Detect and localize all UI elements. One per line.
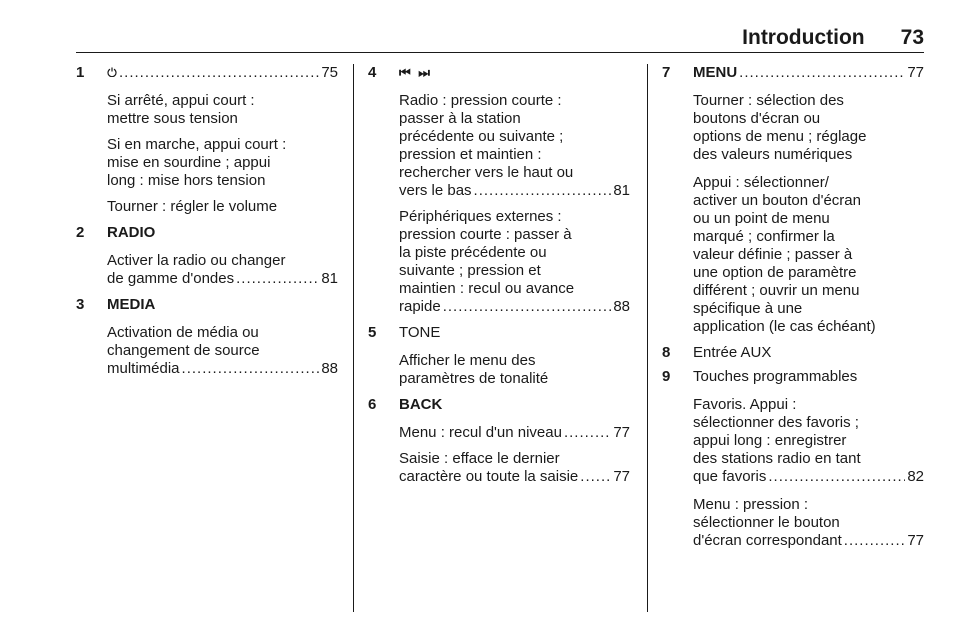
entry-label: TONE — [399, 324, 441, 341]
entry-3 — [76, 296, 338, 378]
paragraph: Activer la radio ou changer de gamme d'ondes ..... 81 — [107, 252, 338, 288]
entry-number: 3 — [76, 296, 85, 313]
prev-next-track-icon: ⏮ ⏭ — [399, 65, 433, 80]
column-3 — [662, 64, 924, 550]
entry-number: 4 — [368, 64, 377, 81]
power-icon — [107, 67, 117, 77]
page-ref: 77 — [613, 424, 630, 441]
paragraph: Appui : sélectionner/ activer un bouton d'écran ou un point de menu marqué ; confirmer la valeur définie ; passer à une option de paramètre différent ; ouvrir un menu spécifique à une application (le cas échéant) — [693, 174, 876, 335]
page-ref: 77 — [613, 468, 630, 485]
page-title: Introduction — [742, 26, 865, 49]
entry-label: MENU — [693, 64, 738, 81]
entry-number: 9 — [662, 368, 671, 385]
paragraph: Afficher le menu des paramètres de tonalité — [399, 352, 549, 387]
entry-9 — [662, 368, 924, 550]
entry-1 — [76, 64, 338, 216]
entry-label: RADIO — [107, 224, 156, 241]
paragraph: Radio : pression courte : passer à la station précédente ou suivante ; pression et maintien : rechercher vers le haut ou vers le bas ..... 81 — [399, 92, 630, 200]
entry-label: BACK — [399, 396, 443, 413]
header-rule — [76, 52, 924, 53]
entry-number: 8 — [662, 344, 671, 361]
entry-number: 1 — [76, 64, 85, 81]
entry-label: Entrée AUX — [693, 344, 772, 361]
page-header — [76, 26, 924, 50]
column-divider — [353, 64, 354, 612]
page-ref: 88 — [613, 298, 630, 315]
entry-number: 5 — [368, 324, 377, 341]
page-ref: 81 — [613, 182, 630, 199]
page-ref: 77 — [907, 64, 924, 81]
paragraph: Saisie : efface le dernier caractère ou toute la saisie ..... 77 — [399, 450, 630, 486]
paragraph: Tourner : sélection des boutons d'écran ou options de menu ; réglage des valeurs numériques — [693, 92, 867, 163]
entry-5 — [368, 324, 630, 388]
entry-7 — [662, 64, 924, 336]
entry-4 — [368, 64, 630, 316]
paragraph: Favoris. Appui : sélectionner des favoris ; appui long : enregistrer des stations radio en tant que favoris ..... 82 — [693, 396, 924, 486]
entry-8 — [662, 344, 924, 362]
entry-2 — [76, 224, 338, 288]
column-1 — [76, 64, 338, 378]
paragraph: Si en marche, appui court : mise en sourdine ; appui long : mise hors tension — [107, 136, 287, 189]
page-ref: 81 — [321, 270, 338, 287]
page-ref: 82 — [907, 468, 924, 485]
entry-label: MEDIA — [107, 296, 156, 313]
column-divider — [647, 64, 648, 612]
entry-number: 7 — [662, 64, 671, 81]
paragraph: Tourner : régler le volume — [107, 198, 278, 215]
entry-number: 2 — [76, 224, 85, 241]
page-number: 73 — [900, 26, 924, 49]
paragraph: Activation de média ou changement de source multimédia ..... 88 — [107, 324, 338, 378]
entry-number: 6 — [368, 396, 377, 413]
page-ref: 88 — [321, 360, 338, 377]
page-ref: 75 — [321, 64, 338, 81]
entry-label: Touches programmables — [693, 368, 858, 385]
entry-6: 6 BACK Menu : recul d'un niveau ..... 77 Saisie : efface le dernier caractère ou toute la saisie ..... 77 — [368, 396, 630, 486]
paragraph: Menu : pression : sélectionner le bouton d'écran correspondant ..... 77 — [693, 496, 924, 550]
paragraph: Périphériques externes : pression courte : passer à la piste précédente ou suivante ; pression et maintien : recul ou avance rapide ..... 88 — [399, 208, 630, 316]
page-ref: 77 — [907, 532, 924, 549]
paragraph: Si arrêté, appui court : mettre sous tension — [107, 92, 255, 127]
column-2 — [368, 64, 630, 486]
